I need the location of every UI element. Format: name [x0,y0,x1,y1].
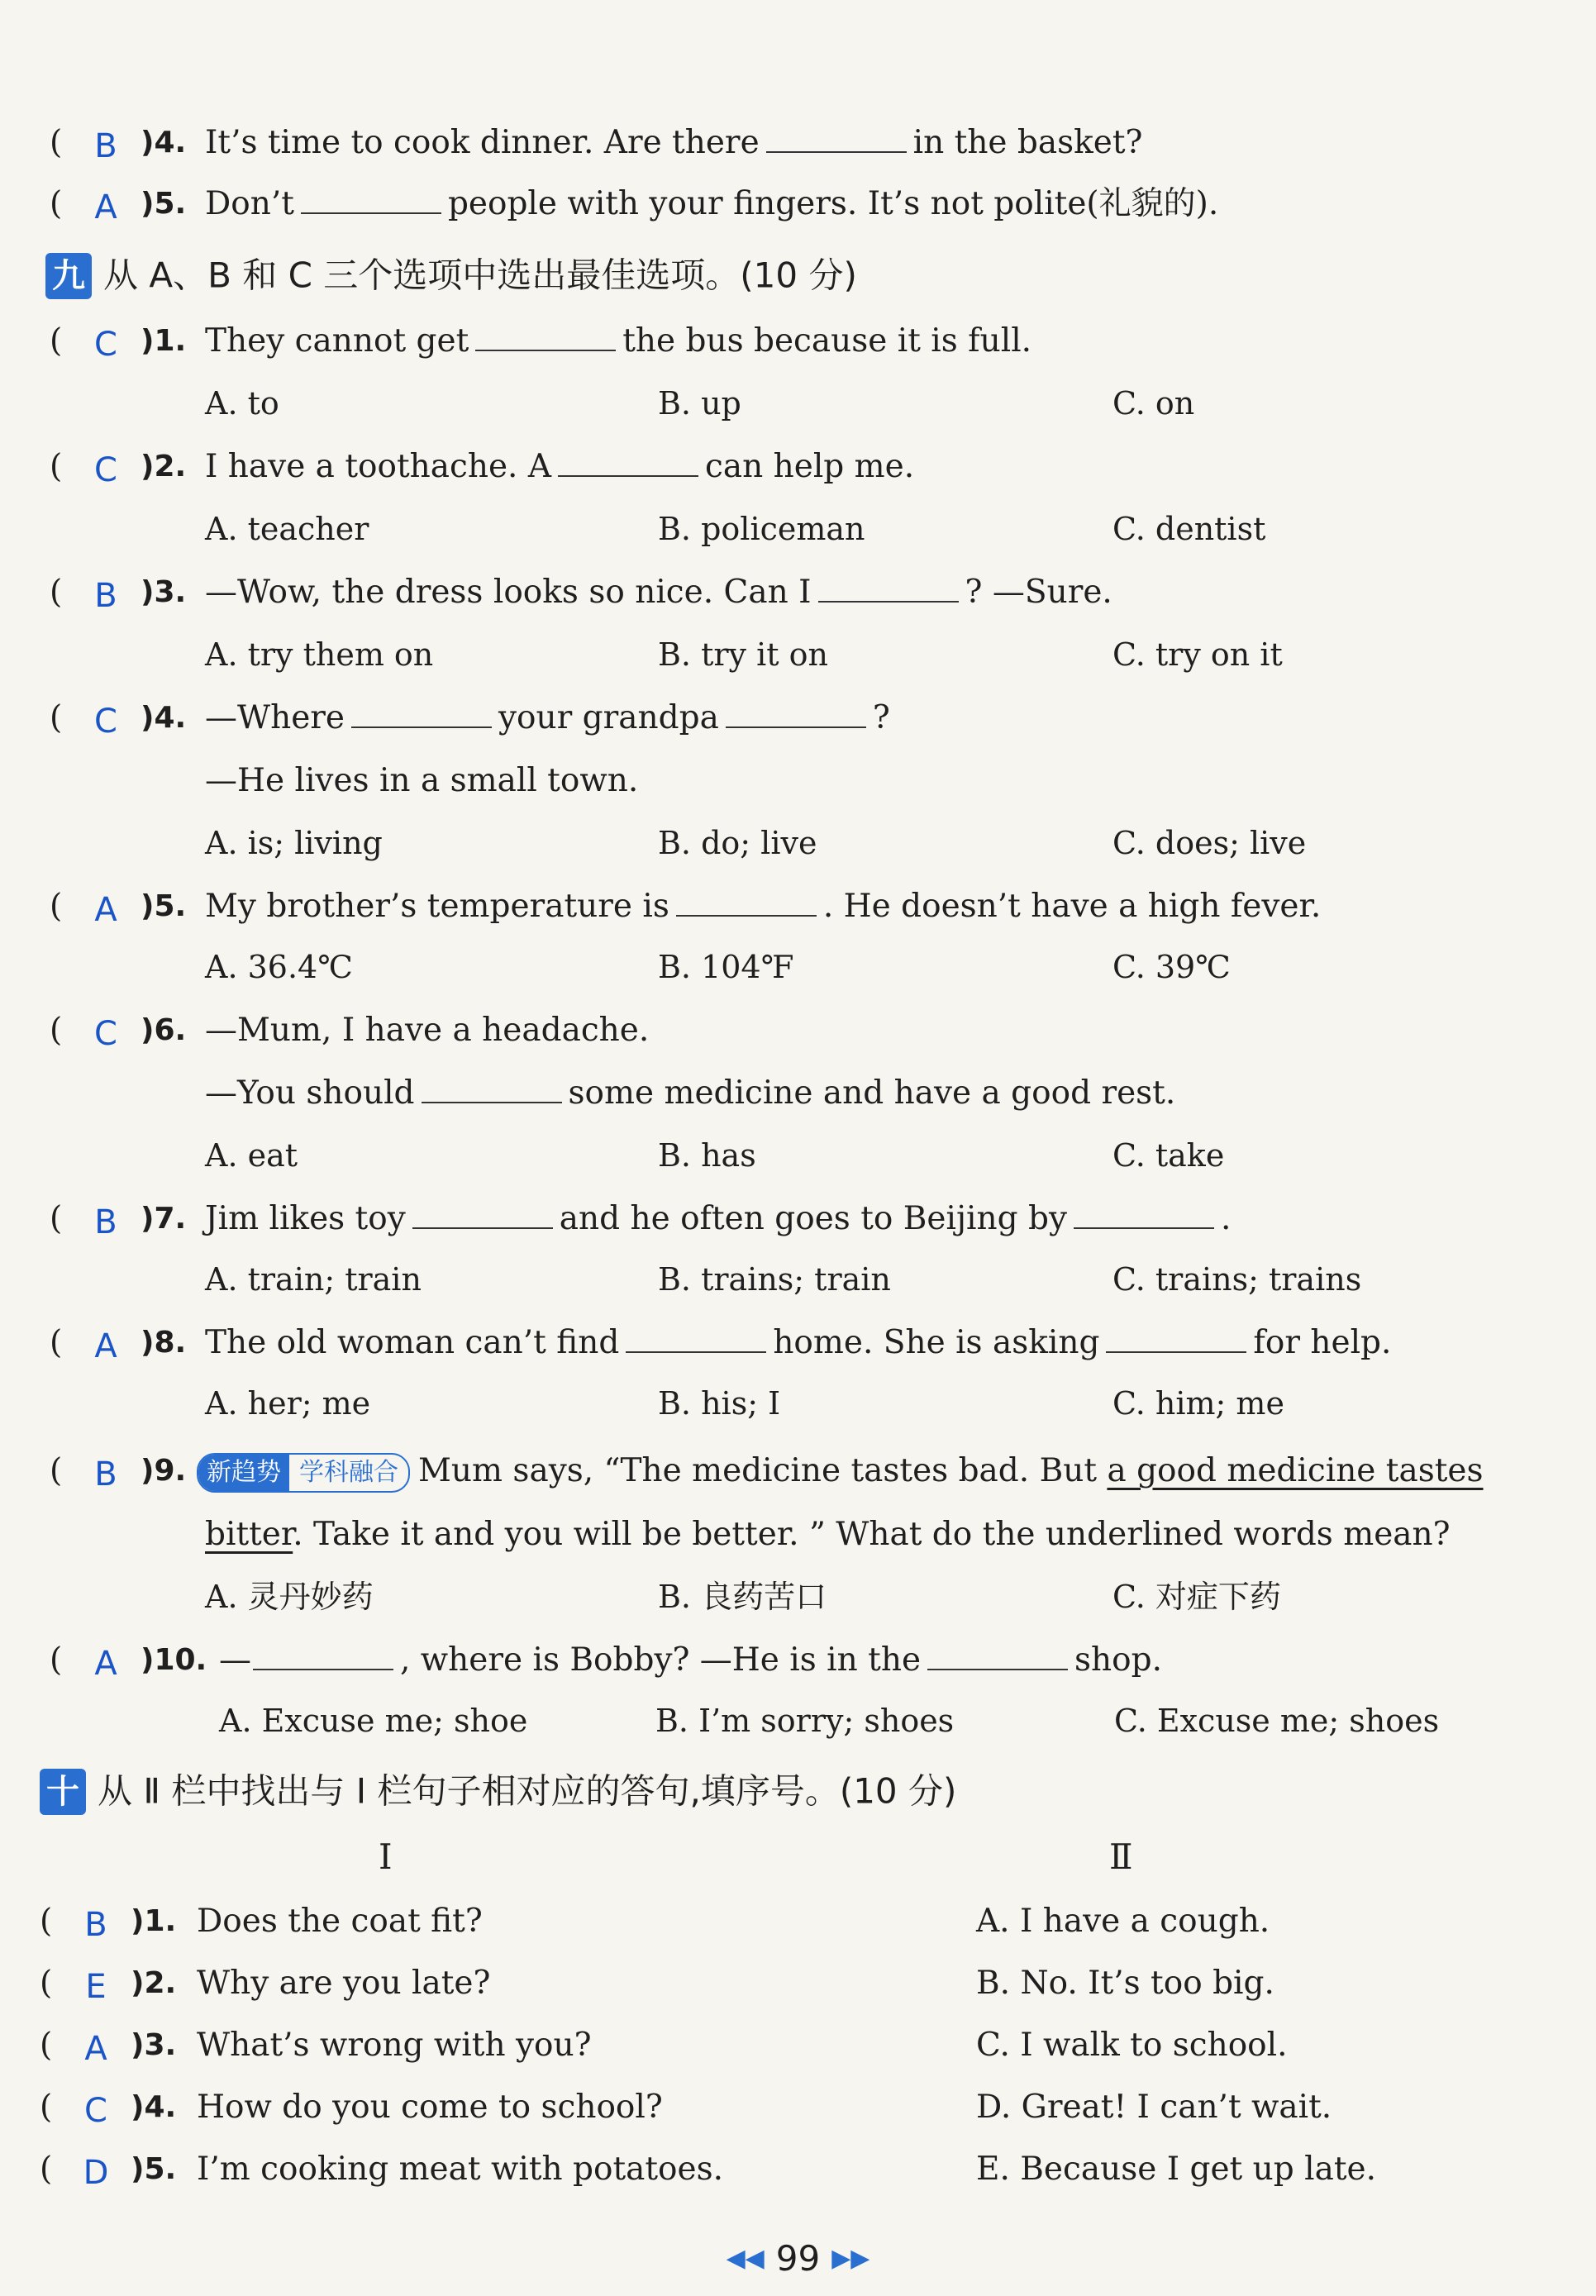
answer: B [94,577,117,615]
question-5: ( A )5. My brother’s temperature is . He doesn’t have a high fever. [50,878,1563,936]
question-6: ( C )6. —Mum, I have a headache. [50,1002,1563,1060]
question-9-options: A. 灵丹妙药 B. 良药苦口 C. 对症下药 [205,1579,1281,1615]
section-title: 从 A、B 和 C 三个选项中选出最佳选项。(10 分) [103,255,857,296]
answer: D [83,2154,109,2192]
answer: C [94,1015,117,1053]
answer: A [94,1327,117,1365]
answer: C [94,326,117,364]
answer: A [94,1645,117,1683]
top-item-5: ( A )5. Don’t people with your fingers. It’s not polite(礼貌的). [50,175,1563,233]
section-badge: 九 [45,253,92,299]
question-7: ( B )7. Jim likes toy and he often goes to Beijing by . [50,1190,1563,1248]
trend-tag: 新趋势 学科融合 [197,1453,410,1493]
question-3: ( B )3. —Wow, the dress looks so nice. Can I ? —Sure. [50,564,1563,622]
question-4: ( C )4. —Where your grandpa ? [50,689,1563,747]
section-10-header [40,1760,956,1818]
question-8-options: A. her; me B. his; I C. him; me [205,1385,1284,1422]
answer: C [84,2092,107,2130]
answer: A [84,2030,107,2068]
question-9: ( B )9. 新趋势 学科融合 Mum says, “The medicine tastes bad. But a good medicine tastes [50,1442,1579,1500]
answer: B [94,1455,117,1493]
question-3-options: A. try them on B. try it on C. try on it [205,636,1283,673]
answer: B [94,127,117,165]
column-head-2: Ⅱ [1109,1836,1133,1877]
answer: C [94,451,117,489]
question-5-options: A. 36.4℃ B. 104℉ C. 39℃ [205,949,1231,985]
question-10-options: A. Excuse me; shoe B. I’m sorry; shoes C. Excuse me; shoes [219,1703,1440,1739]
question-1-options: A. to B. up C. on [205,385,1195,422]
page-footer [0,2236,1596,2279]
next-arrow-icon: ▶▶ [831,2244,870,2273]
question-6-options: A. eat B. has C. take [205,1137,1225,1174]
column-head-1: Ⅰ [379,1836,393,1877]
section-9-header [45,245,857,302]
section-title: 从 Ⅱ 栏中找出与 Ⅰ 栏句子相对应的答句,填序号。(10 分) [98,1770,957,1812]
prev-arrow-icon: ◀◀ [726,2244,765,2273]
question-4-options: A. is; living B. do; live C. does; live [205,825,1307,861]
answer: B [94,1203,117,1241]
page-number: 99 [775,2238,821,2279]
question-2-options: A. teacher B. policeman C. dentist [205,511,1266,547]
question-4-line2: —He lives in a small town. [205,762,639,799]
match-row-1: ( B )1. Does the coat fit? A. I have a cough. [40,1893,1563,1951]
match-row-5: ( D )5. I’m cooking meat with potatoes. E. Because I get up late. [40,2141,1563,2198]
answer: E [85,1968,107,2006]
question-1: ( C )1. They cannot get the bus because it is full. [50,312,1563,370]
top-item-4: ( B )4. It’s time to cook dinner. Are there in the basket? [50,114,1563,172]
question-6-line2: —You should some medicine and have a good rest. [50,1065,1563,1122]
match-row-4: ( C )4. How do you come to school? D. Great! I can’t wait. [40,2079,1563,2136]
question-10: ( A )10. — , where is Bobby? —He is in the shop. [50,1631,1563,1689]
question-9-line2: bitter. Take it and you will be better. ” What do the underlined words mean? [205,1516,1451,1553]
section-badge: 十 [40,1769,86,1815]
match-row-2: ( E )2. Why are you late? B. No. It’s too big. [40,1955,1563,2013]
question-8: ( A )8. The old woman can’t find home. She is asking for help. [50,1314,1563,1372]
question-2: ( C )2. I have a toothache. A can help me. [50,438,1563,496]
answer: C [94,703,117,741]
answer: A [94,891,117,929]
answer: A [94,188,117,226]
question-7-options: A. train; train B. trains; train C. trains; trains [205,1261,1362,1298]
match-row-3: ( A )3. What’s wrong with you? C. I walk to school. [40,2017,1563,2074]
answer: B [84,1906,107,1944]
